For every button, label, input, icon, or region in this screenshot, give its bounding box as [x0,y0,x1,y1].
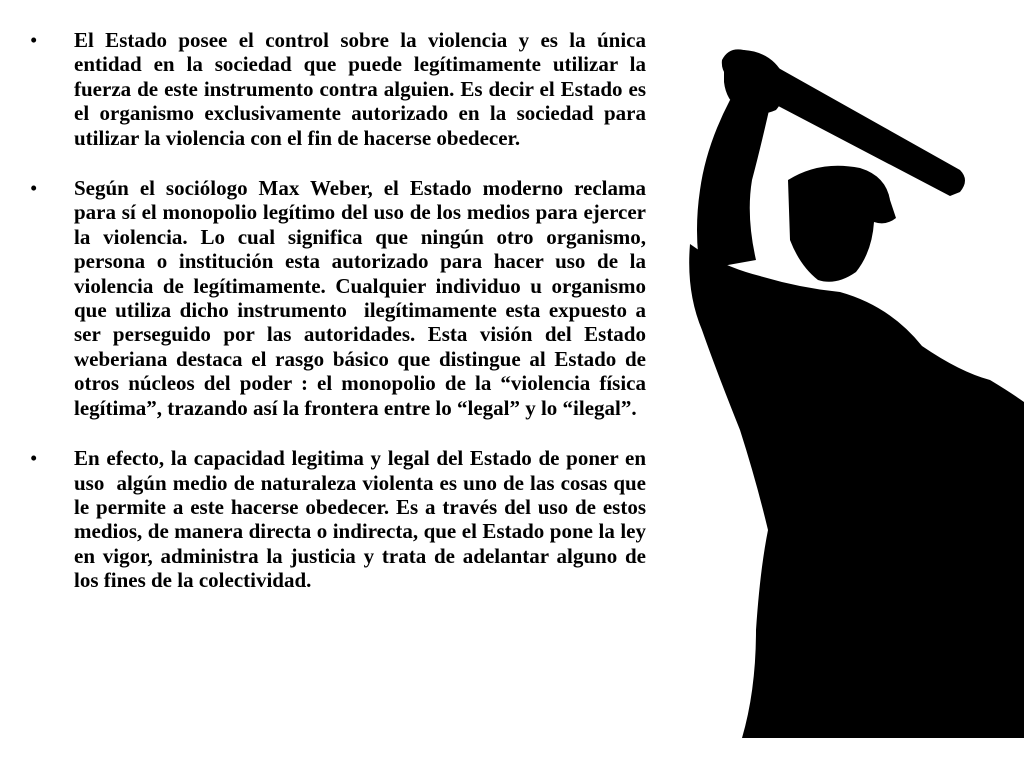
bullet-text: En efecto, la capacidad legitima y legal del Estado de poner en uso algún medio de naturaleza violenta es uno de las cosas que le permite a este hacerse obedecer. Es a través del uso de estos medios, de manera directa o indirecta, que el Estado pone la ley en vigor, administra la justicia y trata de adelantar alguno de los fines de la colectividad. [74,446,652,593]
bullet-text: El Estado posee el control sobre la violencia y es la única entidad en la sociedad que puede legítimamente utilizar la fuerza de este instrumento contra alguien. Es decir el Estado es el organismo exclusivamente autorizado en la sociedad para utilizar la violencia con el fin de hacerse obedecer. [74,28,652,150]
bullet-item [30,446,652,593]
bullet-marker: • [30,446,38,471]
bullet-marker: • [30,176,38,201]
bullet-item [30,176,652,420]
bullet-list [30,28,652,593]
bullet-marker: • [30,28,38,52]
head-shape [788,166,896,282]
police-baton-silhouette-icon [660,30,1024,738]
bullet-item [30,28,652,150]
bullet-text: Según el sociólogo Max Weber, el Estado moderno reclama para sí el monopolio legítimo del uso de los medios para ejercer la violencia. Lo cual significa que ningún otro organismo, persona o institución esta autorizado para hacer uso de la violencia de legítimamente. Cualquier individuo u organismo que utiliza dicho instrumento ilegítimamente esta expuesto a ser perseguido por las autoridades. Esta visión del Estado weberiana destaca el rasgo básico que distingue al Estado de otros núcleos del poder : el monopolio de la “violencia física legítima”, trazando así la frontera entre lo “legal” y lo “ilegal”. [74,176,652,420]
holster-shape [777,526,818,600]
raised-arm-shape [697,100,770,270]
torso-shape [689,244,1024,738]
